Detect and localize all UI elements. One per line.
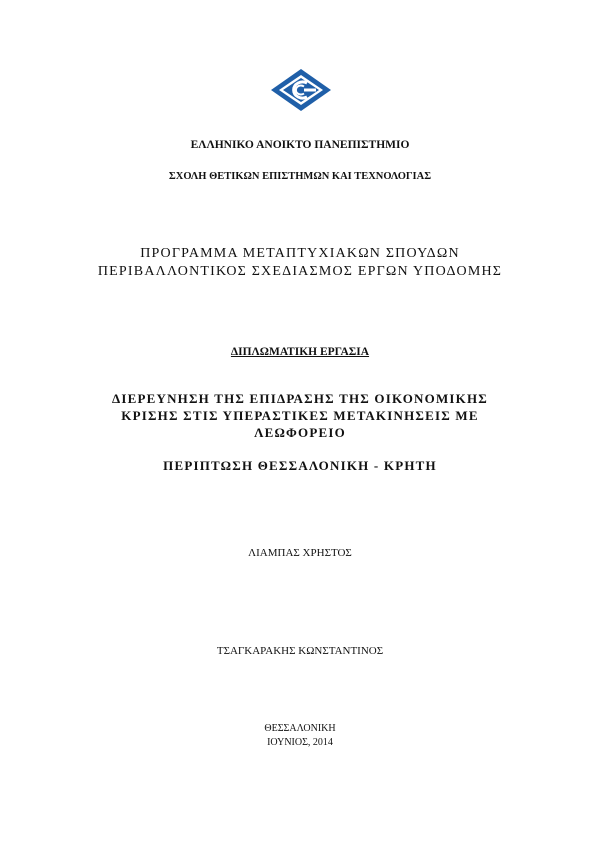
city: ΘΕΣΣΑΛΟΝΙΚΗ: [264, 723, 336, 734]
program-title-line-1: ΠΡΟΓΡΑΜΜΑ ΜΕΤΑΠΤΥΧΙΑΚΩΝ ΣΠΟΥΔΩΝ: [140, 246, 460, 261]
school-name: ΣΧΟΛΗ ΘΕΤΙΚΩΝ ΕΠΙΣΤΗΜΩΝ ΚΑΙ ΤΕΧΝΟΛΟΓΙΑΣ: [168, 171, 432, 182]
thesis-title-line-1: ΔΙΕΡΕΥΝΗΣΗ ΤΗΣ ΕΠΙΔΡΑΣΗΣ ΤΗΣ ΟΙΚΟΝΟΜΙΚΗΣ: [112, 391, 488, 406]
case-study: ΠΕΡΙΠΤΩΣΗ ΘΕΣΣΑΛΟΝΙΚΗ - ΚΡΗΤΗ: [163, 458, 437, 473]
thesis-title-line-3: ΛΕΩΦΟΡΕΙΟ: [254, 425, 346, 440]
date: ΙΟΥΝΙΟΣ, 2014: [267, 737, 333, 748]
university-name: ΕΛΛΗΝΙΚΟ ΑΝΟΙΚΤΟ ΠΑΝΕΠΙΣΤΗΜΙΟ: [190, 139, 410, 151]
university-logo-icon: [270, 68, 332, 112]
program-title-line-2: ΠΕΡΙΒΑΛΛΟΝΤΙΚΟΣ ΣΧΕΔΙΑΣΜΟΣ ΕΡΓΩΝ ΥΠΟΔΟΜΗΣ: [97, 264, 503, 279]
thesis-type: ΔΙΠΛΩΜΑΤΙΚΗ ΕΡΓΑΣΙΑ: [230, 346, 370, 358]
supervisor-name: ΤΣΑΓΚΑΡΑΚΗΣ ΚΩΝΣΤΑΝΤΙΝΟΣ: [216, 645, 384, 657]
thesis-title-line-2: ΚΡΙΣΗΣ ΣΤΙΣ ΥΠΕΡΑΣΤΙΚΕΣ ΜΕΤΑΚΙΝΗΣΕΙΣ ΜΕ: [121, 408, 479, 423]
author-name: ΛΙΑΜΠΑΣ ΧΡΗΣΤΟΣ: [248, 547, 352, 559]
